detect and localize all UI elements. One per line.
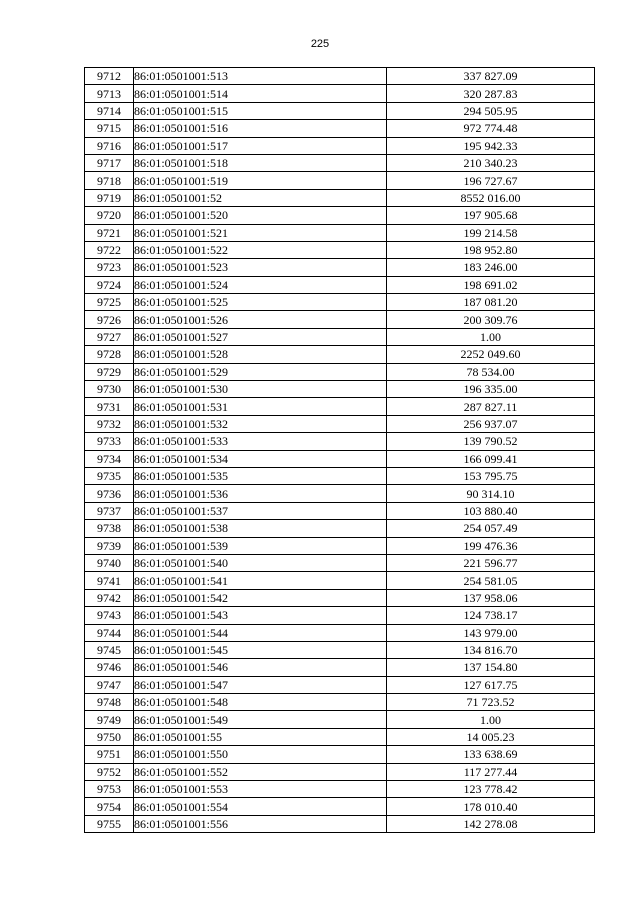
table-row <box>85 607 595 624</box>
cadastral-number-cell: 86:01:0501001:55 <box>134 728 387 745</box>
row-number-cell: 9732 <box>85 415 134 432</box>
row-number-cell: 9747 <box>85 676 134 693</box>
cadastral-number-cell: 86:01:0501001:530 <box>134 381 387 398</box>
table-row <box>85 120 595 137</box>
cadastral-value-cell: 972 774.48 <box>387 120 595 137</box>
row-number-cell: 9726 <box>85 311 134 328</box>
row-number-cell: 9722 <box>85 241 134 258</box>
cadastral-value-cell: 294 505.95 <box>387 102 595 119</box>
row-number-cell: 9720 <box>85 207 134 224</box>
cadastral-value-cell: 337 827.09 <box>387 68 595 85</box>
cadastral-value-cell: 142 278.08 <box>387 815 595 832</box>
table-row <box>85 154 595 171</box>
cadastral-value-cell: 127 617.75 <box>387 676 595 693</box>
cadastral-value-cell: 137 154.80 <box>387 659 595 676</box>
cadastral-number-cell: 86:01:0501001:529 <box>134 363 387 380</box>
cadastral-number-cell: 86:01:0501001:541 <box>134 572 387 589</box>
cadastral-value-cell: 256 937.07 <box>387 415 595 432</box>
cadastral-number-cell: 86:01:0501001:540 <box>134 554 387 571</box>
row-number-cell: 9712 <box>85 68 134 85</box>
cadastral-value-cell: 133 638.69 <box>387 746 595 763</box>
cadastral-value-cell: 124 738.17 <box>387 607 595 624</box>
row-number-cell: 9719 <box>85 189 134 206</box>
table-row <box>85 467 595 484</box>
cadastral-value-cell: 166 099.41 <box>387 450 595 467</box>
row-number-cell: 9743 <box>85 607 134 624</box>
row-number-cell: 9736 <box>85 485 134 502</box>
row-number-cell: 9741 <box>85 572 134 589</box>
cadastral-number-cell: 86:01:0501001:537 <box>134 502 387 519</box>
cadastral-value-cell: 199 214.58 <box>387 224 595 241</box>
row-number-cell: 9731 <box>85 398 134 415</box>
row-number-cell: 9740 <box>85 554 134 571</box>
row-number-cell: 9716 <box>85 137 134 154</box>
table-row <box>85 520 595 537</box>
cadastral-value-cell: 183 246.00 <box>387 259 595 276</box>
cadastral-value-cell: 78 534.00 <box>387 363 595 380</box>
table-row <box>85 450 595 467</box>
cadastral-value-cell: 137 958.06 <box>387 589 595 606</box>
table-row <box>85 798 595 815</box>
table-row <box>85 589 595 606</box>
cadastral-value-cell: 254 581.05 <box>387 572 595 589</box>
cadastral-number-cell: 86:01:0501001:524 <box>134 276 387 293</box>
cadastral-value-cell: 198 952.80 <box>387 241 595 258</box>
row-number-cell: 9739 <box>85 537 134 554</box>
cadastral-value-cell: 254 057.49 <box>387 520 595 537</box>
cadastral-number-cell: 86:01:0501001:518 <box>134 154 387 171</box>
cadastral-number-cell: 86:01:0501001:534 <box>134 450 387 467</box>
cadastral-number-cell: 86:01:0501001:539 <box>134 537 387 554</box>
table-row <box>85 224 595 241</box>
cadastral-value-cell: 197 905.68 <box>387 207 595 224</box>
table-row <box>85 537 595 554</box>
table-row <box>85 276 595 293</box>
cadastral-number-cell: 86:01:0501001:544 <box>134 624 387 641</box>
row-number-cell: 9751 <box>85 746 134 763</box>
cadastral-value-cell: 187 081.20 <box>387 294 595 311</box>
table-row <box>85 415 595 432</box>
row-number-cell: 9748 <box>85 694 134 711</box>
table-row <box>85 328 595 345</box>
row-number-cell: 9729 <box>85 363 134 380</box>
cadastral-number-cell: 86:01:0501001:514 <box>134 85 387 102</box>
cadastral-number-cell: 86:01:0501001:516 <box>134 120 387 137</box>
cadastral-number-cell: 86:01:0501001:553 <box>134 781 387 798</box>
cadastral-value-cell: 103 880.40 <box>387 502 595 519</box>
table-row <box>85 68 595 85</box>
cadastral-number-cell: 86:01:0501001:522 <box>134 241 387 258</box>
row-number-cell: 9753 <box>85 781 134 798</box>
row-number-cell: 9735 <box>85 467 134 484</box>
row-number-cell: 9721 <box>85 224 134 241</box>
row-number-cell: 9733 <box>85 433 134 450</box>
cadastral-value-cell: 196 727.67 <box>387 172 595 189</box>
table-row <box>85 815 595 832</box>
cadastral-value-cell: 123 778.42 <box>387 781 595 798</box>
cadastral-number-cell: 86:01:0501001:519 <box>134 172 387 189</box>
cadastral-number-cell: 86:01:0501001:533 <box>134 433 387 450</box>
cadastral-value-cell: 143 979.00 <box>387 624 595 641</box>
row-number-cell: 9717 <box>85 154 134 171</box>
cadastral-value-cell: 199 476.36 <box>387 537 595 554</box>
table-row <box>85 502 595 519</box>
cadastral-value-cell: 117 277.44 <box>387 763 595 780</box>
row-number-cell: 9718 <box>85 172 134 189</box>
cadastral-value-cell: 90 314.10 <box>387 485 595 502</box>
cadastral-number-cell: 86:01:0501001:528 <box>134 346 387 363</box>
cadastral-value-cell: 200 309.76 <box>387 311 595 328</box>
cadastral-value-cell: 8552 016.00 <box>387 189 595 206</box>
cadastral-number-cell: 86:01:0501001:549 <box>134 711 387 728</box>
cadastral-number-cell: 86:01:0501001:550 <box>134 746 387 763</box>
cadastral-value-cell: 287 827.11 <box>387 398 595 415</box>
cadastral-number-cell: 86:01:0501001:538 <box>134 520 387 537</box>
table-row <box>85 554 595 571</box>
cadastral-value-cell: 178 010.40 <box>387 798 595 815</box>
cadastral-number-cell: 86:01:0501001:556 <box>134 815 387 832</box>
table-row <box>85 694 595 711</box>
row-number-cell: 9738 <box>85 520 134 537</box>
table-row <box>85 85 595 102</box>
cadastral-value-cell: 196 335.00 <box>387 381 595 398</box>
row-number-cell: 9737 <box>85 502 134 519</box>
cadastral-value-cell: 14 005.23 <box>387 728 595 745</box>
table-row <box>85 485 595 502</box>
cadastral-value-cell: 153 795.75 <box>387 467 595 484</box>
cadastral-value-cell: 2252 049.60 <box>387 346 595 363</box>
cadastral-number-cell: 86:01:0501001:548 <box>134 694 387 711</box>
cadastral-number-cell: 86:01:0501001:545 <box>134 641 387 658</box>
table-row <box>85 137 595 154</box>
cadastral-value-cell: 134 816.70 <box>387 641 595 658</box>
cadastral-number-cell: 86:01:0501001:531 <box>134 398 387 415</box>
row-number-cell: 9744 <box>85 624 134 641</box>
table-row <box>85 172 595 189</box>
cadastral-value-cell: 195 942.33 <box>387 137 595 154</box>
cadastral-number-cell: 86:01:0501001:523 <box>134 259 387 276</box>
table-row <box>85 207 595 224</box>
row-number-cell: 9724 <box>85 276 134 293</box>
table-row <box>85 624 595 641</box>
table-row <box>85 241 595 258</box>
table-row <box>85 746 595 763</box>
row-number-cell: 9742 <box>85 589 134 606</box>
page-number: 225 <box>310 38 330 50</box>
cadastral-number-cell: 86:01:0501001:547 <box>134 676 387 693</box>
row-number-cell: 9755 <box>85 815 134 832</box>
cadastral-number-cell: 86:01:0501001:526 <box>134 311 387 328</box>
cadastral-value-table <box>84 67 595 833</box>
cadastral-number-cell: 86:01:0501001:517 <box>134 137 387 154</box>
table-row <box>85 641 595 658</box>
cadastral-value-cell: 1.00 <box>387 328 595 345</box>
cadastral-number-cell: 86:01:0501001:515 <box>134 102 387 119</box>
table-row <box>85 676 595 693</box>
cadastral-number-cell: 86:01:0501001:535 <box>134 467 387 484</box>
row-number-cell: 9714 <box>85 102 134 119</box>
row-number-cell: 9728 <box>85 346 134 363</box>
row-number-cell: 9730 <box>85 381 134 398</box>
cadastral-number-cell: 86:01:0501001:542 <box>134 589 387 606</box>
cadastral-number-cell: 86:01:0501001:52 <box>134 189 387 206</box>
cadastral-value-cell: 221 596.77 <box>387 554 595 571</box>
table-row <box>85 363 595 380</box>
row-number-cell: 9750 <box>85 728 134 745</box>
cadastral-value-cell: 210 340.23 <box>387 154 595 171</box>
row-number-cell: 9752 <box>85 763 134 780</box>
table-row <box>85 102 595 119</box>
cadastral-number-cell: 86:01:0501001:552 <box>134 763 387 780</box>
cadastral-number-cell: 86:01:0501001:521 <box>134 224 387 241</box>
table-row <box>85 763 595 780</box>
table-row <box>85 728 595 745</box>
row-number-cell: 9725 <box>85 294 134 311</box>
cadastral-number-cell: 86:01:0501001:532 <box>134 415 387 432</box>
table-row <box>85 311 595 328</box>
row-number-cell: 9745 <box>85 641 134 658</box>
cadastral-value-cell: 320 287.83 <box>387 85 595 102</box>
cadastral-number-cell: 86:01:0501001:525 <box>134 294 387 311</box>
row-number-cell: 9746 <box>85 659 134 676</box>
table-row <box>85 189 595 206</box>
table-row <box>85 659 595 676</box>
row-number-cell: 9754 <box>85 798 134 815</box>
row-number-cell: 9713 <box>85 85 134 102</box>
table-row <box>85 781 595 798</box>
table-row <box>85 381 595 398</box>
cadastral-value-cell: 71 723.52 <box>387 694 595 711</box>
cadastral-number-cell: 86:01:0501001:554 <box>134 798 387 815</box>
cadastral-number-cell: 86:01:0501001:527 <box>134 328 387 345</box>
cadastral-number-cell: 86:01:0501001:513 <box>134 68 387 85</box>
table-row <box>85 259 595 276</box>
row-number-cell: 9723 <box>85 259 134 276</box>
row-number-cell: 9749 <box>85 711 134 728</box>
table-row <box>85 433 595 450</box>
table-body <box>85 68 595 833</box>
row-number-cell: 9715 <box>85 120 134 137</box>
cadastral-value-cell: 1.00 <box>387 711 595 728</box>
cadastral-number-cell: 86:01:0501001:543 <box>134 607 387 624</box>
table-row <box>85 346 595 363</box>
cadastral-value-cell: 139 790.52 <box>387 433 595 450</box>
cadastral-number-cell: 86:01:0501001:536 <box>134 485 387 502</box>
table-row <box>85 572 595 589</box>
table-row <box>85 711 595 728</box>
row-number-cell: 9727 <box>85 328 134 345</box>
cadastral-number-cell: 86:01:0501001:520 <box>134 207 387 224</box>
row-number-cell: 9734 <box>85 450 134 467</box>
cadastral-value-cell: 198 691.02 <box>387 276 595 293</box>
cadastral-number-cell: 86:01:0501001:546 <box>134 659 387 676</box>
table-row <box>85 294 595 311</box>
table-row <box>85 398 595 415</box>
